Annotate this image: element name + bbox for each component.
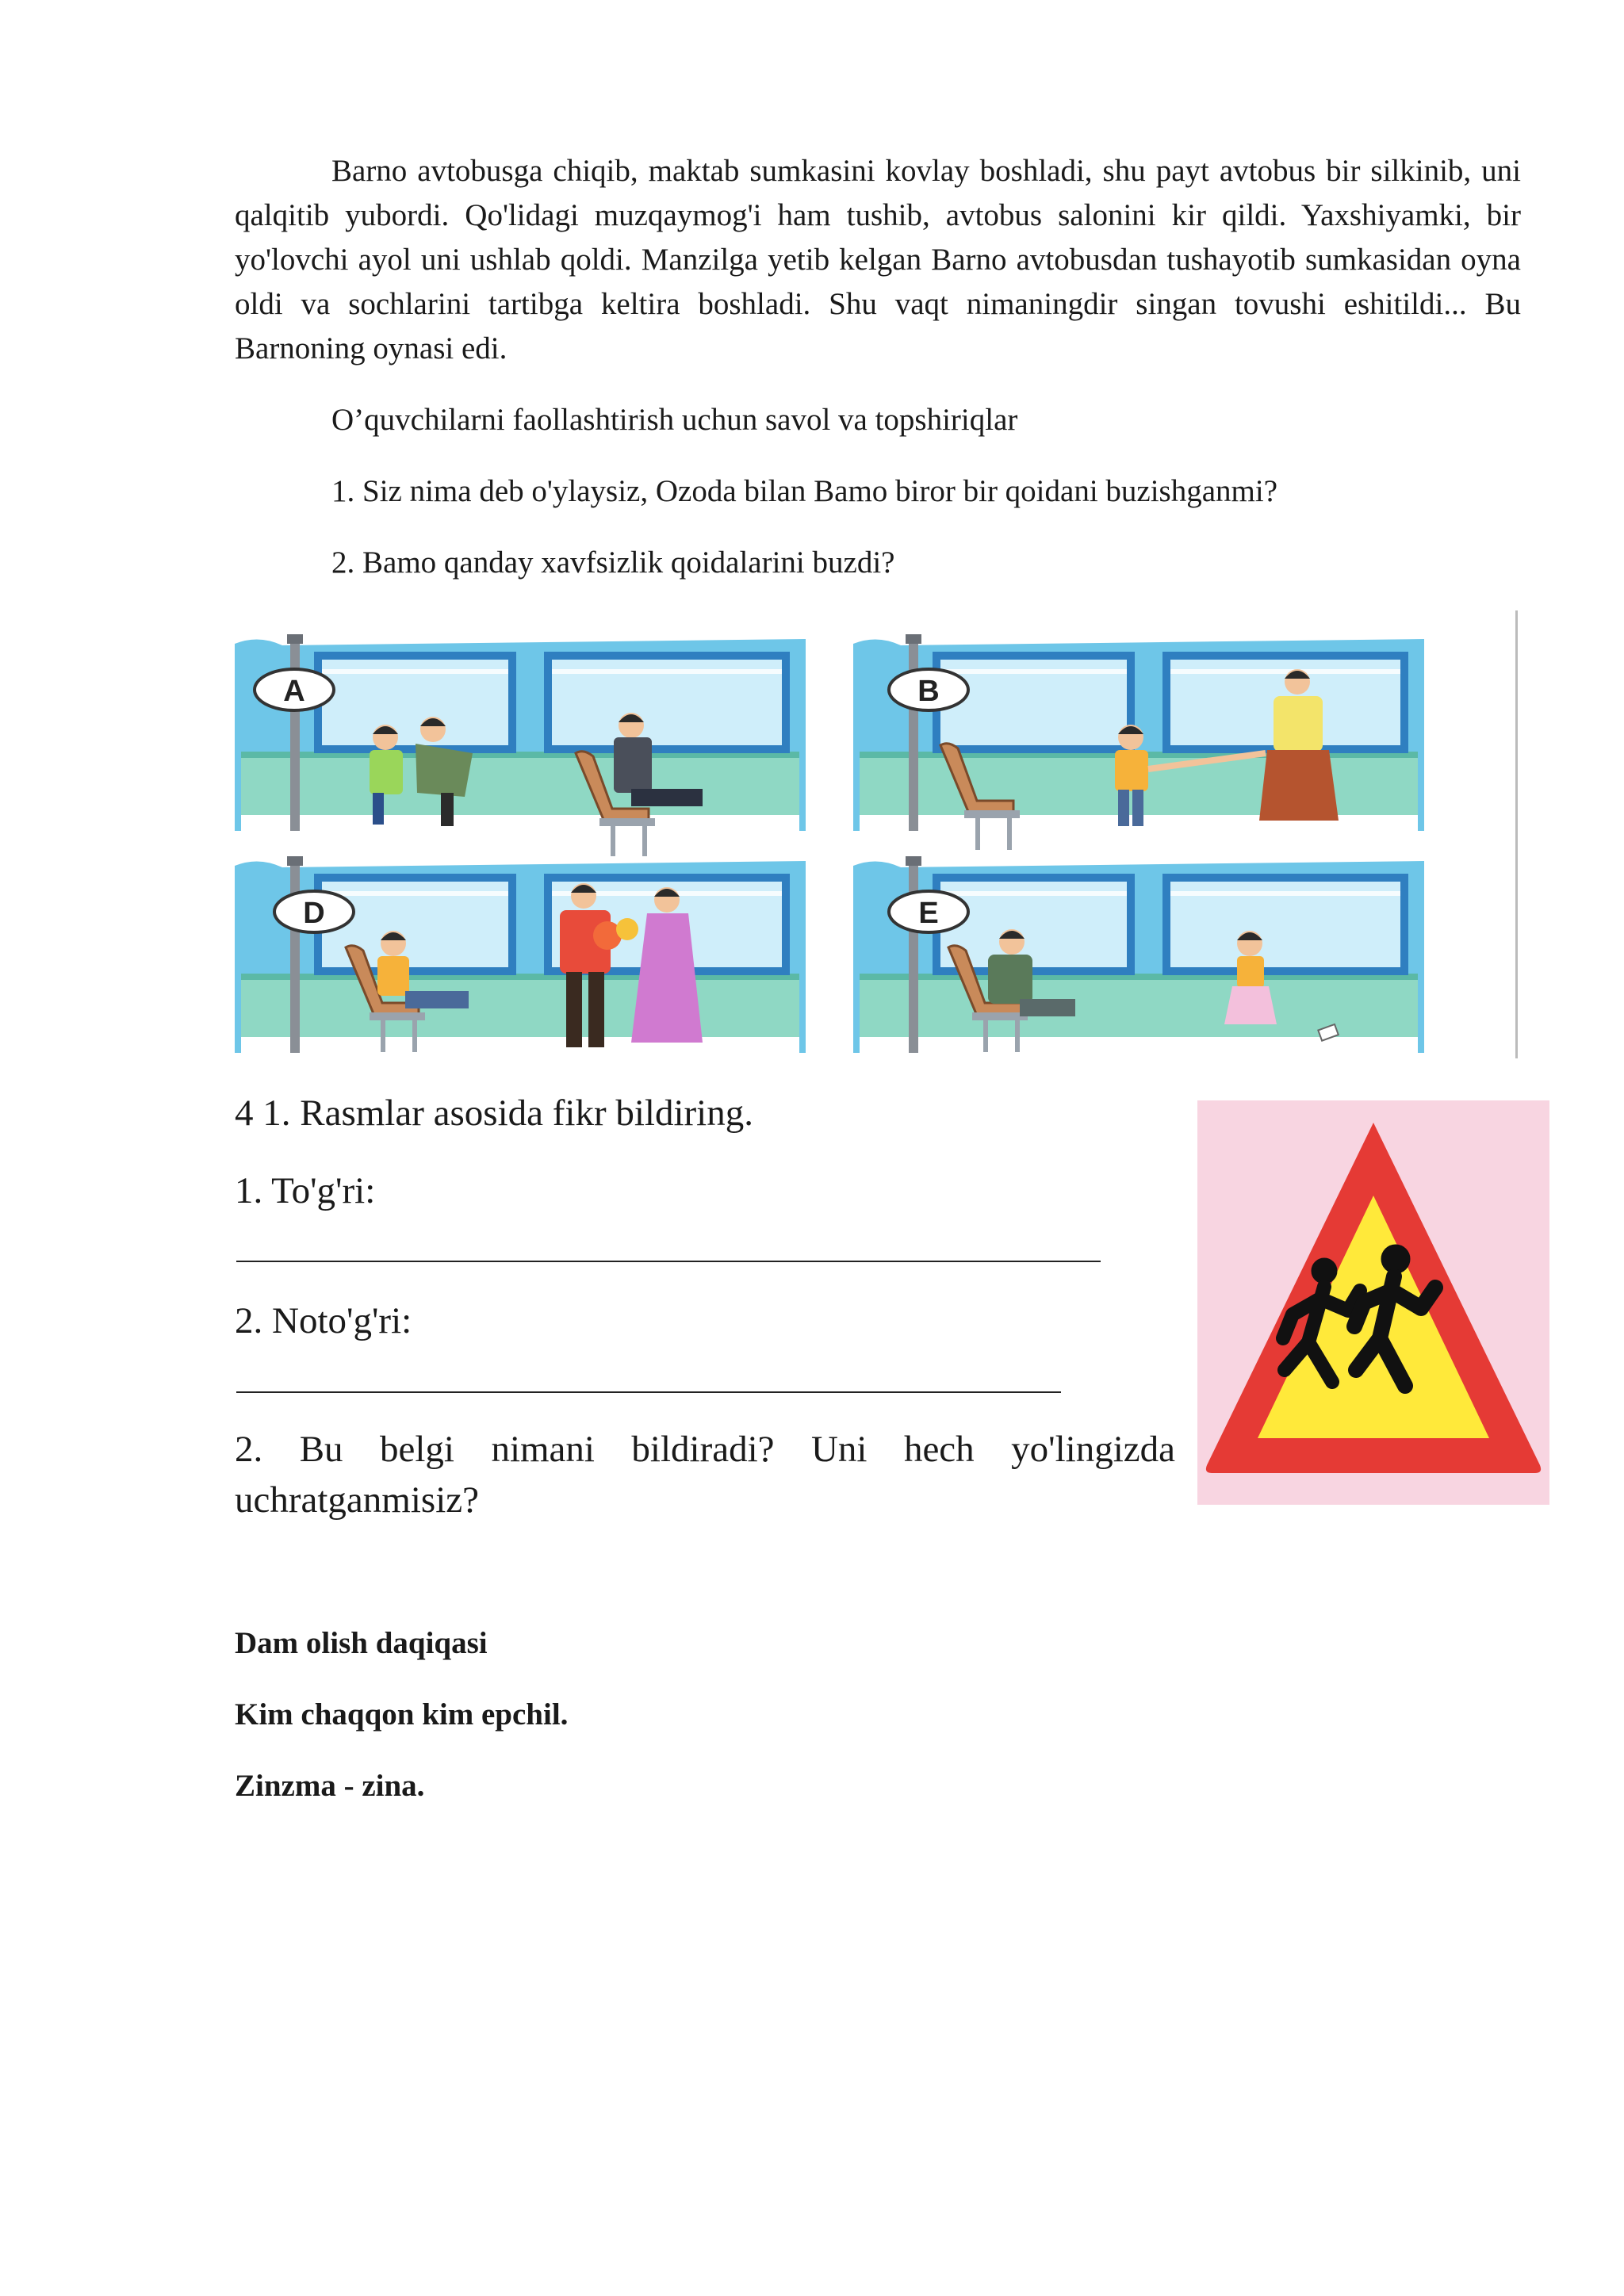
bus-illustration-panels <box>235 634 1521 1058</box>
rest-title: Dam olish daqiqasi <box>235 1626 488 1660</box>
question-1: 1. Siz nima deb o'ylaysiz, Ozoda bilan Bamo biror bir qoidani buzishganmi? <box>331 474 1278 508</box>
image-border-line <box>1515 610 1518 1058</box>
panel-e-label <box>889 891 968 932</box>
correct-label: 1. To'g'ri: <box>235 1170 376 1211</box>
panel-b-label <box>889 669 968 710</box>
section-heading: O’quvchilarni faollashtirish uchun savol va topshiriqlar <box>331 403 1018 437</box>
panel-d-letter: D <box>303 897 325 930</box>
panel-a-letter: A <box>283 675 305 708</box>
panel-e-letter: E <box>918 897 939 930</box>
panel-b-letter: B <box>917 675 940 708</box>
panel-a-label <box>255 669 334 710</box>
task-title: 4 1. Rasmlar asosida fikr bildiring. <box>235 1093 753 1134</box>
game-1: Kim chaqqon kim epchil. <box>235 1697 569 1732</box>
story-paragraph: Barno avtobusga chiqib, maktab sumkasini kovlay boshladi, shu payt avtobus bir silkinib, uni qalqitib yubordi. Qo'lidagi muzqaymog'i ham tushib, avtobus salonini kir qildi. Yaxshiyamki, bir yo'lovchi ayol uni ushlab qoldi. Manzilga yetib kelgan Barno avtobusdan tushayotib sumkasidan oyna oldi va sochlarini tartibga keltira boshladi. Shu vaqt nimaningdir singan tovushi eshitildi... Bu Barnoning oynasi edi. <box>235 154 1521 365</box>
sign-question: 2. Bu belgi nimani bildiradi? Uni hech yo'lingizda uchratganmisiz? <box>235 1429 1175 1521</box>
incorrect-label: 2. Noto'g'ri: <box>235 1300 412 1341</box>
question-2: 2. Bamo qanday xavfsizlik qoidalarini buzdi? <box>331 545 895 580</box>
panel-d-label <box>274 891 354 932</box>
children-crossing-sign-icon <box>1197 1100 1549 1505</box>
answer-line-correct <box>236 1261 1101 1262</box>
answer-line-incorrect <box>236 1391 1061 1393</box>
game-2: Zinzma - zina. <box>235 1769 425 1803</box>
